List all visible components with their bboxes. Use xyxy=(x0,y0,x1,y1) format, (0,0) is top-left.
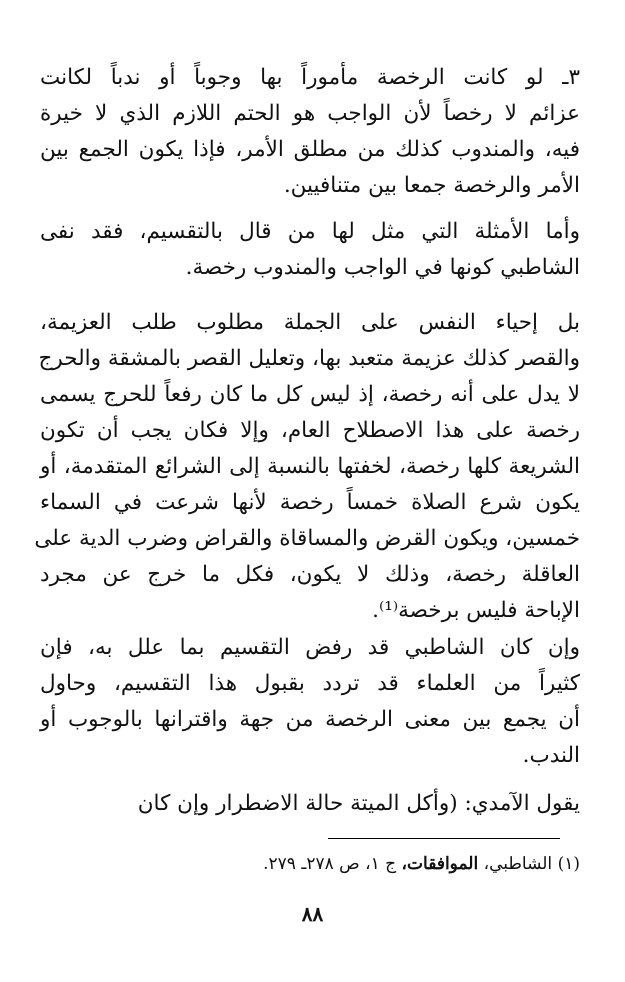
text-line: يكون شرع الصلاة خمساً رخصة لأنها شرعت في السماء xyxy=(40,490,580,515)
footnote-author: الشاطبي، xyxy=(483,854,553,874)
text-line: لا يدل على أنه رخصة، إذ ليس كل ما كان رفعاً للحرج يسمى xyxy=(40,382,580,407)
text-line: رخصة على هذا الاصطلاح العام، وإلا فكان يجب أن تكون xyxy=(40,418,580,443)
footnote xyxy=(40,850,580,878)
text-line: فيه، والمندوب كذلك من مطلق الأمر، فإذا يكون الجمع بين xyxy=(40,137,580,162)
text-line: أن يجمع بين معنى الرخصة من جهة واقترانها بالوجوب أو xyxy=(40,707,581,732)
text-line: خمسين، ويكون القرض والمساقاة والقراض وضرب الدية على xyxy=(34,526,580,551)
footnote-number: (١) xyxy=(557,854,580,874)
footnote-separator xyxy=(328,838,560,839)
footnote-reference: ج ١، ص ٢٧٨ـ ٢٧٩. xyxy=(263,854,397,874)
text-line: الإباحة فليس برخصة⁽¹⁾. xyxy=(372,598,580,623)
text-line: والقصر كذلك عزيمة متعبد بها، وتعليل القصر بالمشقة والحرج xyxy=(38,346,580,371)
text-line: الأمر والرخصة جمعا بين متنافيين. xyxy=(283,173,580,198)
text-line: يقول الآمدي: (وأكل الميتة حالة الاضطرار وإن كان xyxy=(137,791,580,816)
text-line: كثيراً من العلماء قد تردد بقبول هذا التقسيم، وحاول xyxy=(40,671,580,696)
text-line: وأما الأمثلة التي مثل لها من قال بالتقسيم، فقد نفى xyxy=(40,219,580,244)
text-line: بل إحياء النفس على الجملة مطلوب طلب العزيمة، xyxy=(40,310,580,335)
page-number: ٨٨ xyxy=(301,902,324,926)
text-line: العاقلة رخصة، وذلك لا يكون، فكل ما خرج عن مجرد xyxy=(40,562,580,587)
text-line: الشريعة كلها رخصة، لخفتها بالنسبة إلى الشرائع المتقدمة، أو xyxy=(40,454,580,479)
footnote-work: الموافقات، xyxy=(401,854,479,874)
text-line: وإن كان الشاطبي قد رفض التقسيم بما علل به، فإن xyxy=(40,635,580,660)
text-line: عزائم لا رخصاً لأن الواجب هو الحتم اللازم الذي لا خيرة xyxy=(40,101,580,126)
text-line: الشاطبي كونها في الواجب والمندوب رخصة. xyxy=(185,255,580,280)
text-line: الندب. xyxy=(522,743,580,768)
text-line: ٣ـ لو كانت الرخصة مأموراً بها وجوباً أو ندباً لكانت xyxy=(40,65,580,90)
